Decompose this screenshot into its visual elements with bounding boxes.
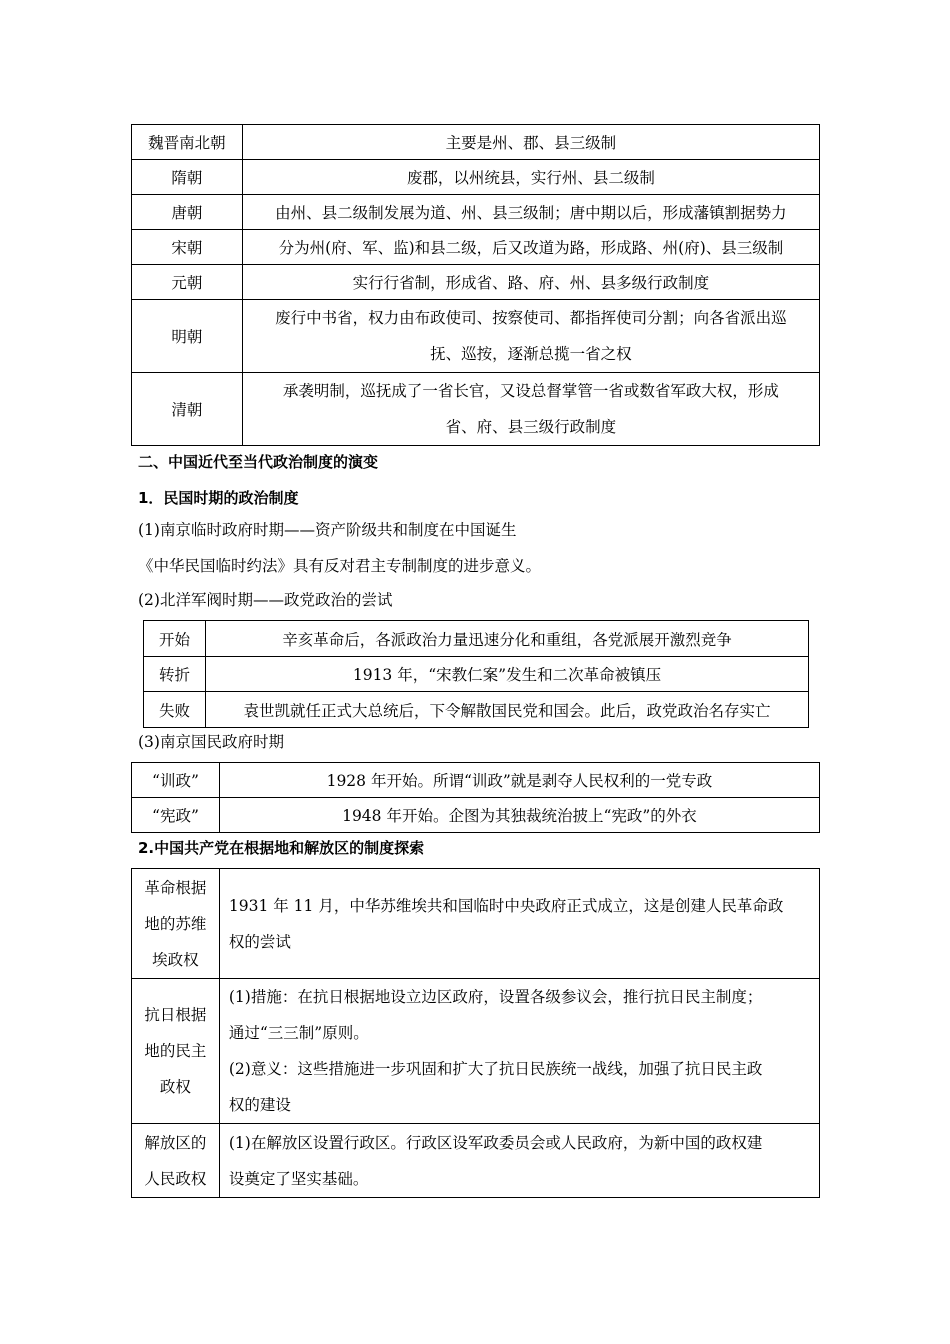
desc-line: 设奠定了坚实基础。 — [228, 1169, 369, 1188]
desc-cell — [242, 373, 819, 446]
desc-cell: 1913 年，“宋教仁案”发生和二次革命被镇压 — [205, 657, 808, 692]
desc-line: 承袭明制，巡抚成了一省长官，又设总督掌管一省或数省军政大权，形成 — [282, 382, 779, 400]
table-row — [144, 621, 809, 657]
subsection-heading: 1．民国时期的政治制度 — [138, 489, 299, 507]
table-row — [132, 763, 820, 798]
desc-line: (1)措施：在抗日根据地设立边区政府，设置各级参议会，推行抗日民主制度； — [228, 988, 763, 1006]
desc-line: 通过“三三制”原则。 — [228, 1024, 369, 1042]
label-line: 政权 — [159, 1078, 191, 1096]
label-cell — [132, 869, 220, 979]
desc-cell — [219, 979, 819, 1124]
paragraph: (3)南京国民政府时期 — [138, 733, 284, 751]
desc-line: 权的建设 — [228, 1096, 291, 1114]
desc-line: 抚、巡按，逐渐总揽一省之权 — [430, 345, 632, 363]
label-line: 埃政权 — [152, 950, 199, 969]
paragraph: (1)南京临时政府时期——资产阶级共和制度在中国诞生 — [138, 521, 517, 539]
desc-cell — [242, 300, 819, 373]
label-cell: 开始 — [144, 621, 206, 657]
label-cell — [132, 979, 220, 1124]
paragraph: (2)北洋军阀时期——政党政治的尝试 — [138, 591, 393, 609]
desc-cell — [219, 869, 819, 979]
table-row — [132, 979, 820, 1124]
desc-cell: 由州、县二级制发展为道、州、县三级制；唐中期以后，形成藩镇割据势力 — [242, 195, 819, 230]
dynasty-cell: 清朝 — [132, 373, 243, 446]
table-row — [144, 692, 809, 728]
label-line: 地的苏维 — [144, 914, 207, 933]
dynasty-cell: 明朝 — [132, 300, 243, 373]
dynasty-cell: 隋朝 — [132, 160, 243, 195]
label-cell: “训政” — [132, 763, 220, 798]
label-line: 人民政权 — [144, 1169, 207, 1188]
table-row — [132, 160, 820, 195]
desc-line: 省、府、县三级行政制度 — [445, 418, 617, 436]
paragraph: 《中华民国临时约法》具有反对君主专制制度的进步意义。 — [138, 557, 542, 575]
desc-cell: 主要是州、郡、县三级制 — [242, 125, 819, 160]
desc-cell: 1948 年开始。企图为其独裁统治披上“宪政”的外衣 — [219, 798, 819, 833]
table-row — [132, 195, 820, 230]
desc-line: (1)在解放区设置行政区。行政区设军政委员会或人民政府，为新中国的政权建 — [228, 1133, 763, 1152]
table-row — [132, 125, 820, 160]
table-row — [132, 798, 820, 833]
dynasty-cell: 宋朝 — [132, 230, 243, 265]
desc-line: 废行中书省，权力由布政使司、按察使司、都指挥使司分割；向各省派出巡 — [275, 309, 787, 327]
beiyang-table — [143, 620, 809, 728]
dynasty-admin-table — [131, 124, 820, 446]
table-row — [132, 230, 820, 265]
table-row — [132, 373, 820, 446]
label-line: 解放区的 — [144, 1133, 207, 1152]
label-cell: 转折 — [144, 657, 206, 692]
nationalist-table — [131, 762, 820, 833]
dynasty-cell: 唐朝 — [132, 195, 243, 230]
dynasty-cell: 元朝 — [132, 265, 243, 300]
desc-cell: 袁世凯就任正式大总统后，下令解散国民党和国会。此后，政党政治名存实亡 — [205, 692, 808, 728]
desc-cell: 辛亥革命后，各派政治力量迅速分化和重组，各党派展开激烈竞争 — [205, 621, 808, 657]
desc-line: 1931 年 11 月，中华苏维埃共和国临时中央政府正式成立，这是创建人民革命政 — [228, 896, 784, 915]
table-row — [132, 1124, 820, 1198]
desc-line: (2)意义：这些措施进一步巩固和扩大了抗日民族统一战线，加强了抗日民主政 — [228, 1060, 763, 1078]
section-heading: 二、中国近代至当代政治制度的演变 — [138, 453, 379, 471]
label-cell: “宪政” — [132, 798, 220, 833]
desc-line: 权的尝试 — [228, 932, 291, 951]
dynasty-cell: 魏晋南北朝 — [132, 125, 243, 160]
label-line: 地的民主 — [144, 1042, 207, 1060]
desc-cell — [219, 1124, 819, 1198]
table-row — [132, 265, 820, 300]
table-row — [132, 869, 820, 979]
cpc-regime-table — [131, 868, 820, 1198]
desc-cell: 1928 年开始。所谓“训政”就是剥夺人民权利的一党专政 — [219, 763, 819, 798]
subsection-heading: 2.中国共产党在根据地和解放区的制度探索 — [138, 839, 425, 857]
label-cell — [132, 1124, 220, 1198]
desc-cell: 实行行省制，形成省、路、府、州、县多级行政制度 — [242, 265, 819, 300]
table-row — [144, 657, 809, 692]
desc-cell: 废郡，以州统县，实行州、县二级制 — [242, 160, 819, 195]
label-line: 抗日根据 — [144, 1006, 207, 1024]
desc-cell: 分为州(府、军、监)和县二级，后又改道为路，形成路、州(府)、县三级制 — [242, 230, 819, 265]
table-row — [132, 300, 820, 373]
label-cell: 失败 — [144, 692, 206, 728]
label-line: 革命根据 — [144, 878, 207, 897]
